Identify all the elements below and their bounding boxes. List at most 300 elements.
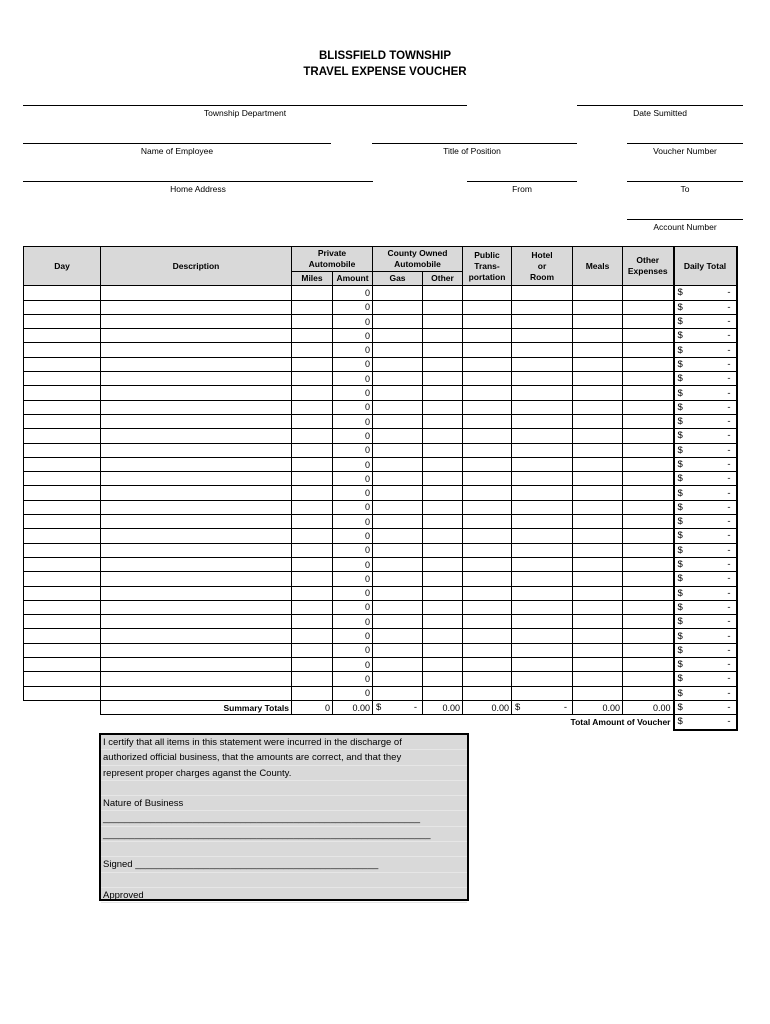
amount-cell: 0 xyxy=(333,658,373,672)
other-cell[interactable] xyxy=(423,586,463,600)
miles-cell[interactable] xyxy=(292,529,333,543)
nature-of-business-field-1[interactable]: ____________________________________________________________ xyxy=(101,811,467,826)
date-submitted-line[interactable] xyxy=(577,105,743,106)
hotel-cell[interactable] xyxy=(512,400,573,414)
other-cell[interactable] xyxy=(423,400,463,414)
public-transport-cell[interactable] xyxy=(463,386,512,400)
hotel-cell[interactable] xyxy=(512,443,573,457)
day-cell[interactable] xyxy=(24,457,101,471)
gas-cell[interactable] xyxy=(373,543,423,557)
description-cell[interactable] xyxy=(101,557,292,571)
township-department-line[interactable] xyxy=(23,105,467,106)
description-cell[interactable] xyxy=(101,629,292,643)
other-expenses-cell[interactable] xyxy=(623,329,674,343)
day-cell[interactable] xyxy=(24,429,101,443)
hotel-cell[interactable] xyxy=(512,300,573,314)
other-expenses-cell[interactable] xyxy=(623,629,674,643)
table-row xyxy=(24,529,737,543)
meals-cell[interactable] xyxy=(573,443,623,457)
day-cell[interactable] xyxy=(24,486,101,500)
hotel-cell[interactable] xyxy=(512,615,573,629)
description-cell[interactable] xyxy=(101,372,292,386)
daily-total-cell: $ - xyxy=(674,386,737,400)
daily-total-cell: $ - xyxy=(674,357,737,371)
other-expenses-cell[interactable] xyxy=(623,314,674,328)
meals-cell[interactable] xyxy=(573,600,623,614)
description-cell[interactable] xyxy=(101,615,292,629)
other-cell[interactable] xyxy=(423,529,463,543)
miles-cell[interactable] xyxy=(292,672,333,686)
hotel-cell[interactable] xyxy=(512,314,573,328)
gas-cell[interactable] xyxy=(373,486,423,500)
meals-cell[interactable] xyxy=(573,658,623,672)
public-transport-cell[interactable] xyxy=(463,586,512,600)
description-cell[interactable] xyxy=(101,586,292,600)
other-cell[interactable] xyxy=(423,500,463,514)
hotel-cell[interactable] xyxy=(512,643,573,657)
account-number-line[interactable] xyxy=(627,219,743,220)
public-transport-cell[interactable] xyxy=(463,357,512,371)
to-date-label: To xyxy=(680,184,690,194)
hotel-cell[interactable] xyxy=(512,543,573,557)
other-cell[interactable] xyxy=(423,600,463,614)
other-cell[interactable] xyxy=(423,429,463,443)
miles-cell[interactable] xyxy=(292,400,333,414)
description-cell[interactable] xyxy=(101,672,292,686)
miles-cell[interactable] xyxy=(292,658,333,672)
header-other: Other xyxy=(423,272,463,286)
to-date-line[interactable] xyxy=(627,181,743,182)
other-expenses-cell[interactable] xyxy=(623,429,674,443)
meals-cell[interactable] xyxy=(573,472,623,486)
day-cell[interactable] xyxy=(24,672,101,686)
daily-total-cell: $ - xyxy=(674,572,737,586)
description-cell[interactable] xyxy=(101,472,292,486)
miles-cell[interactable] xyxy=(292,414,333,428)
gas-cell[interactable] xyxy=(373,472,423,486)
gas-cell[interactable] xyxy=(373,300,423,314)
nature-of-business-field-2[interactable]: ______________________________________________________________ xyxy=(101,827,467,842)
description-cell[interactable] xyxy=(101,529,292,543)
hotel-cell[interactable] xyxy=(512,515,573,529)
public-transport-cell[interactable] xyxy=(463,529,512,543)
other-expenses-cell[interactable] xyxy=(623,286,674,300)
other-expenses-cell[interactable] xyxy=(623,357,674,371)
other-cell[interactable] xyxy=(423,572,463,586)
description-cell[interactable] xyxy=(101,300,292,314)
other-cell[interactable] xyxy=(423,515,463,529)
other-cell[interactable] xyxy=(423,629,463,643)
gas-cell[interactable] xyxy=(373,372,423,386)
meals-cell[interactable] xyxy=(573,500,623,514)
hotel-cell[interactable] xyxy=(512,343,573,357)
description-cell[interactable] xyxy=(101,600,292,614)
miles-cell[interactable] xyxy=(292,457,333,471)
description-cell[interactable] xyxy=(101,500,292,514)
day-cell[interactable] xyxy=(24,286,101,300)
gas-cell[interactable] xyxy=(373,572,423,586)
other-expenses-cell[interactable] xyxy=(623,372,674,386)
description-cell[interactable] xyxy=(101,357,292,371)
gas-cell[interactable] xyxy=(373,643,423,657)
other-expenses-cell[interactable] xyxy=(623,686,674,700)
miles-cell[interactable] xyxy=(292,686,333,700)
description-cell[interactable] xyxy=(101,329,292,343)
other-cell[interactable] xyxy=(423,457,463,471)
day-cell[interactable] xyxy=(24,372,101,386)
description-cell[interactable] xyxy=(101,443,292,457)
employee-name-line[interactable] xyxy=(23,143,331,144)
gas-cell[interactable] xyxy=(373,658,423,672)
other-expenses-cell[interactable] xyxy=(623,672,674,686)
other-cell[interactable] xyxy=(423,486,463,500)
from-date-line[interactable] xyxy=(467,181,577,182)
table-row xyxy=(24,658,737,672)
hotel-cell[interactable] xyxy=(512,457,573,471)
table-row xyxy=(24,586,737,600)
meals-cell[interactable] xyxy=(573,486,623,500)
other-cell[interactable] xyxy=(423,686,463,700)
day-cell[interactable] xyxy=(24,343,101,357)
public-transport-cell[interactable] xyxy=(463,629,512,643)
other-cell[interactable] xyxy=(423,643,463,657)
public-transport-cell[interactable] xyxy=(463,329,512,343)
public-transport-cell[interactable] xyxy=(463,600,512,614)
amount-cell: 0 xyxy=(333,472,373,486)
public-transport-cell[interactable] xyxy=(463,486,512,500)
miles-cell[interactable] xyxy=(292,486,333,500)
day-cell[interactable] xyxy=(24,629,101,643)
hotel-cell[interactable] xyxy=(512,586,573,600)
daily-total-cell: $ - xyxy=(674,529,737,543)
hotel-cell[interactable] xyxy=(512,429,573,443)
approved-field[interactable]: Approved ____________________________________________ xyxy=(101,888,467,903)
day-cell[interactable] xyxy=(24,557,101,571)
public-transport-cell[interactable] xyxy=(463,543,512,557)
hotel-cell[interactable] xyxy=(512,572,573,586)
hotel-cell[interactable] xyxy=(512,500,573,514)
gas-cell[interactable] xyxy=(373,429,423,443)
day-cell[interactable] xyxy=(24,572,101,586)
public-transport-cell[interactable] xyxy=(463,457,512,471)
public-transport-cell[interactable] xyxy=(463,314,512,328)
miles-cell[interactable] xyxy=(292,300,333,314)
miles-cell[interactable] xyxy=(292,286,333,300)
day-cell[interactable] xyxy=(24,400,101,414)
description-cell[interactable] xyxy=(101,343,292,357)
public-transport-cell[interactable] xyxy=(463,300,512,314)
meals-cell[interactable] xyxy=(573,400,623,414)
day-cell[interactable] xyxy=(24,414,101,428)
description-cell[interactable] xyxy=(101,515,292,529)
amount-cell: 0 xyxy=(333,529,373,543)
day-cell[interactable] xyxy=(24,443,101,457)
other-expenses-cell[interactable] xyxy=(623,486,674,500)
miles-cell[interactable] xyxy=(292,557,333,571)
day-cell[interactable] xyxy=(24,658,101,672)
miles-cell[interactable] xyxy=(292,386,333,400)
description-cell[interactable] xyxy=(101,686,292,700)
day-cell[interactable] xyxy=(24,529,101,543)
home-address-label: Home Address xyxy=(170,184,226,194)
signed-field[interactable]: Signed ______________________________________________ xyxy=(101,857,467,872)
gas-cell[interactable] xyxy=(373,515,423,529)
public-transport-cell[interactable] xyxy=(463,643,512,657)
day-cell[interactable] xyxy=(24,472,101,486)
description-cell[interactable] xyxy=(101,314,292,328)
day-cell[interactable] xyxy=(24,615,101,629)
other-expenses-cell[interactable] xyxy=(623,572,674,586)
other-expenses-cell[interactable] xyxy=(623,643,674,657)
amount-cell: 0 xyxy=(333,457,373,471)
daily-total-cell: $ - xyxy=(674,300,737,314)
gas-cell[interactable] xyxy=(373,443,423,457)
gas-cell[interactable] xyxy=(373,357,423,371)
gas-cell[interactable] xyxy=(373,400,423,414)
other-expenses-cell[interactable] xyxy=(623,543,674,557)
position-title-line[interactable] xyxy=(372,143,577,144)
hotel-cell[interactable] xyxy=(512,329,573,343)
public-transport-cell[interactable] xyxy=(463,343,512,357)
description-cell[interactable] xyxy=(101,543,292,557)
hotel-cell[interactable] xyxy=(512,472,573,486)
public-transport-cell[interactable] xyxy=(463,515,512,529)
voucher-number-line[interactable] xyxy=(627,143,743,144)
gas-cell[interactable] xyxy=(373,386,423,400)
other-cell[interactable] xyxy=(423,386,463,400)
other-cell[interactable] xyxy=(423,286,463,300)
miles-cell[interactable] xyxy=(292,357,333,371)
hotel-cell[interactable] xyxy=(512,686,573,700)
other-cell[interactable] xyxy=(423,557,463,571)
day-cell[interactable] xyxy=(24,586,101,600)
public-transport-cell[interactable] xyxy=(463,686,512,700)
gas-cell[interactable] xyxy=(373,557,423,571)
miles-cell[interactable] xyxy=(292,629,333,643)
other-expenses-cell[interactable] xyxy=(623,615,674,629)
gas-cell[interactable] xyxy=(373,529,423,543)
gas-cell[interactable] xyxy=(373,600,423,614)
miles-cell[interactable] xyxy=(292,500,333,514)
hotel-cell[interactable] xyxy=(512,600,573,614)
day-cell[interactable] xyxy=(24,543,101,557)
miles-cell[interactable] xyxy=(292,443,333,457)
table-row xyxy=(24,286,737,300)
other-cell[interactable] xyxy=(423,658,463,672)
description-cell[interactable] xyxy=(101,658,292,672)
gas-cell[interactable] xyxy=(373,343,423,357)
hotel-cell[interactable] xyxy=(512,386,573,400)
miles-cell[interactable] xyxy=(292,643,333,657)
other-cell[interactable] xyxy=(423,357,463,371)
header-private-automobile: Private Automobile xyxy=(292,247,373,272)
meals-cell[interactable] xyxy=(573,314,623,328)
other-expenses-cell[interactable] xyxy=(623,472,674,486)
other-expenses-cell[interactable] xyxy=(623,529,674,543)
hotel-cell[interactable] xyxy=(512,672,573,686)
other-cell[interactable] xyxy=(423,472,463,486)
description-cell[interactable] xyxy=(101,286,292,300)
other-expenses-cell[interactable] xyxy=(623,658,674,672)
day-cell[interactable] xyxy=(24,686,101,700)
gas-cell[interactable] xyxy=(373,314,423,328)
hotel-cell[interactable] xyxy=(512,529,573,543)
description-cell[interactable] xyxy=(101,414,292,428)
hotel-cell[interactable] xyxy=(512,658,573,672)
meals-cell[interactable] xyxy=(573,572,623,586)
summary-gas: $ - xyxy=(373,700,423,714)
other-cell[interactable] xyxy=(423,343,463,357)
hotel-cell[interactable] xyxy=(512,414,573,428)
day-cell[interactable] xyxy=(24,643,101,657)
other-expenses-cell[interactable] xyxy=(623,515,674,529)
day-cell[interactable] xyxy=(24,329,101,343)
amount-cell: 0 xyxy=(333,429,373,443)
other-expenses-cell[interactable] xyxy=(623,600,674,614)
other-expenses-cell[interactable] xyxy=(623,443,674,457)
gas-cell[interactable] xyxy=(373,629,423,643)
amount-cell: 0 xyxy=(333,443,373,457)
miles-cell[interactable] xyxy=(292,572,333,586)
other-expenses-cell[interactable] xyxy=(623,586,674,600)
public-transport-cell[interactable] xyxy=(463,443,512,457)
meals-cell[interactable] xyxy=(573,543,623,557)
day-cell[interactable] xyxy=(24,357,101,371)
meals-cell[interactable] xyxy=(573,586,623,600)
hotel-cell[interactable] xyxy=(512,357,573,371)
public-transport-cell[interactable] xyxy=(463,672,512,686)
miles-cell[interactable] xyxy=(292,515,333,529)
meals-cell[interactable] xyxy=(573,286,623,300)
summary-amount: 0.00 xyxy=(333,700,373,714)
public-transport-cell[interactable] xyxy=(463,472,512,486)
meals-cell[interactable] xyxy=(573,672,623,686)
gas-cell[interactable] xyxy=(373,586,423,600)
other-cell[interactable] xyxy=(423,414,463,428)
other-expenses-cell[interactable] xyxy=(623,386,674,400)
description-cell[interactable] xyxy=(101,486,292,500)
meals-cell[interactable] xyxy=(573,629,623,643)
gas-cell[interactable] xyxy=(373,286,423,300)
description-cell[interactable] xyxy=(101,572,292,586)
meals-cell[interactable] xyxy=(573,515,623,529)
other-cell[interactable] xyxy=(423,672,463,686)
daily-total-cell: $ - xyxy=(674,414,737,428)
other-cell[interactable] xyxy=(423,543,463,557)
meals-cell[interactable] xyxy=(573,529,623,543)
miles-cell[interactable] xyxy=(292,543,333,557)
gas-cell[interactable] xyxy=(373,672,423,686)
hotel-cell[interactable] xyxy=(512,286,573,300)
miles-cell[interactable] xyxy=(292,472,333,486)
other-expenses-cell[interactable] xyxy=(623,400,674,414)
public-transport-cell[interactable] xyxy=(463,615,512,629)
public-transport-cell[interactable] xyxy=(463,557,512,571)
home-address-line[interactable] xyxy=(23,181,373,182)
other-cell[interactable] xyxy=(423,372,463,386)
other-expenses-cell[interactable] xyxy=(623,343,674,357)
other-cell[interactable] xyxy=(423,443,463,457)
other-expenses-cell[interactable] xyxy=(623,457,674,471)
other-expenses-cell[interactable] xyxy=(623,500,674,514)
gas-cell[interactable] xyxy=(373,414,423,428)
day-cell[interactable] xyxy=(24,600,101,614)
other-expenses-cell[interactable] xyxy=(623,300,674,314)
public-transport-cell[interactable] xyxy=(463,286,512,300)
miles-cell[interactable] xyxy=(292,372,333,386)
gas-cell[interactable] xyxy=(373,457,423,471)
description-cell[interactable] xyxy=(101,386,292,400)
other-cell[interactable] xyxy=(423,314,463,328)
meals-cell[interactable] xyxy=(573,357,623,371)
gas-cell[interactable] xyxy=(373,686,423,700)
miles-cell[interactable] xyxy=(292,343,333,357)
gas-cell[interactable] xyxy=(373,615,423,629)
public-transport-cell[interactable] xyxy=(463,429,512,443)
day-cell[interactable] xyxy=(24,300,101,314)
miles-cell[interactable] xyxy=(292,615,333,629)
description-cell[interactable] xyxy=(101,400,292,414)
miles-cell[interactable] xyxy=(292,586,333,600)
meals-cell[interactable] xyxy=(573,615,623,629)
public-transport-cell[interactable] xyxy=(463,414,512,428)
other-cell[interactable] xyxy=(423,329,463,343)
public-transport-cell[interactable] xyxy=(463,572,512,586)
other-cell[interactable] xyxy=(423,300,463,314)
hotel-cell[interactable] xyxy=(512,372,573,386)
day-cell[interactable] xyxy=(24,314,101,328)
miles-cell[interactable] xyxy=(292,600,333,614)
day-cell[interactable] xyxy=(24,500,101,514)
meals-cell[interactable] xyxy=(573,429,623,443)
meals-cell[interactable] xyxy=(573,300,623,314)
miles-cell[interactable] xyxy=(292,329,333,343)
meals-cell[interactable] xyxy=(573,343,623,357)
table-row xyxy=(24,486,737,500)
table-row xyxy=(24,686,737,700)
gas-cell[interactable] xyxy=(373,329,423,343)
summary-label: Summary Totals xyxy=(101,700,292,714)
hotel-cell[interactable] xyxy=(512,629,573,643)
meals-cell[interactable] xyxy=(573,372,623,386)
description-cell[interactable] xyxy=(101,429,292,443)
other-cell[interactable] xyxy=(423,615,463,629)
public-transport-cell[interactable] xyxy=(463,372,512,386)
miles-cell[interactable] xyxy=(292,429,333,443)
meals-cell[interactable] xyxy=(573,386,623,400)
public-transport-cell[interactable] xyxy=(463,400,512,414)
gas-cell[interactable] xyxy=(373,500,423,514)
other-expenses-cell[interactable] xyxy=(623,414,674,428)
day-cell[interactable] xyxy=(24,386,101,400)
description-cell[interactable] xyxy=(101,643,292,657)
miles-cell[interactable] xyxy=(292,314,333,328)
hotel-cell[interactable] xyxy=(512,486,573,500)
meals-cell[interactable] xyxy=(573,329,623,343)
public-transport-cell[interactable] xyxy=(463,500,512,514)
meals-cell[interactable] xyxy=(573,686,623,700)
day-cell[interactable] xyxy=(24,515,101,529)
description-cell[interactable] xyxy=(101,457,292,471)
public-transport-cell[interactable] xyxy=(463,658,512,672)
amount-cell: 0 xyxy=(333,300,373,314)
meals-cell[interactable] xyxy=(573,643,623,657)
meals-cell[interactable] xyxy=(573,557,623,571)
meals-cell[interactable] xyxy=(573,457,623,471)
other-expenses-cell[interactable] xyxy=(623,557,674,571)
meals-cell[interactable] xyxy=(573,414,623,428)
hotel-cell[interactable] xyxy=(512,557,573,571)
